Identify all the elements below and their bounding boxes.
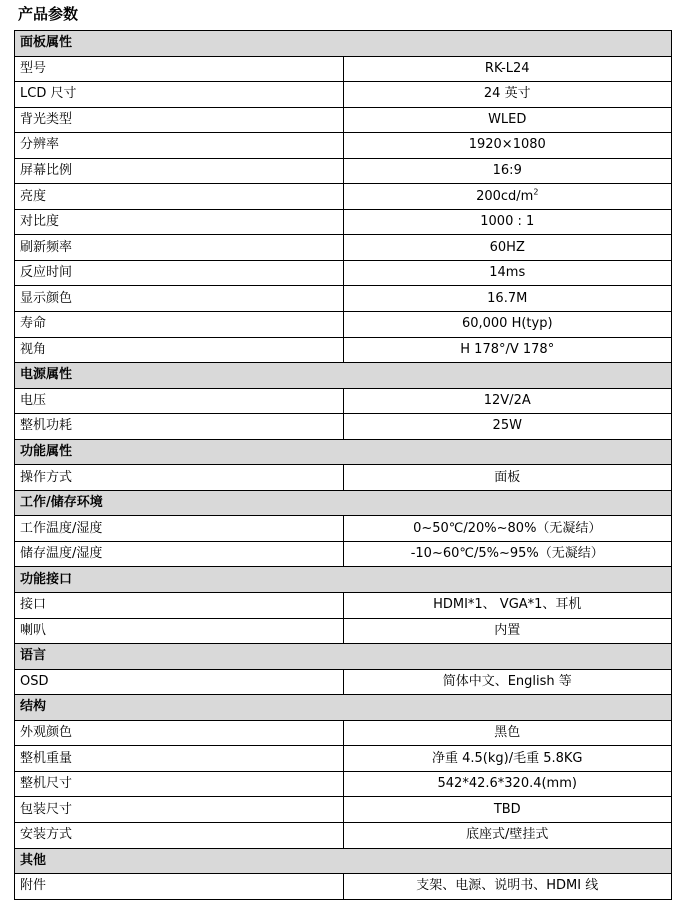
- spec-label: OSD: [15, 669, 344, 695]
- spec-label: 附件: [15, 874, 344, 900]
- spec-value-text: 净重 4.5(kg)/毛重 5.8KG: [431, 750, 583, 766]
- spec-value: [343, 107, 672, 133]
- section-header-row: [15, 848, 672, 874]
- table-row: [15, 184, 672, 210]
- section-title: 面板属性: [15, 31, 672, 57]
- spec-label: 屏幕比例: [15, 158, 344, 184]
- spec-value-text: 简体中文、English 等: [442, 673, 572, 689]
- spec-value-text: -10~60℃/5%~95%（无凝结）: [410, 546, 604, 562]
- spec-label: 视角: [15, 337, 344, 363]
- spec-value: [343, 337, 672, 363]
- table-row: [15, 312, 672, 338]
- spec-value-text: 12V/2A: [483, 392, 531, 408]
- spec-value-text: 60HZ: [489, 239, 525, 255]
- spec-value: [343, 312, 672, 338]
- page-title: 产品参数: [18, 5, 79, 23]
- spec-label: 储存温度/湿度: [15, 541, 344, 567]
- spec-label: LCD 尺寸: [15, 82, 344, 108]
- spec-value-text: 面板: [494, 469, 521, 485]
- spec-value-text: RK-L24: [484, 60, 530, 76]
- spec-value: [343, 82, 672, 108]
- table-row: [15, 209, 672, 235]
- spec-label: 接口: [15, 593, 344, 619]
- table-row: [15, 771, 672, 797]
- spec-value: [343, 669, 672, 695]
- spec-value-text: HDMI*1、 VGA*1、耳机: [433, 597, 582, 613]
- spec-value-text: 1000 : 1: [480, 214, 535, 230]
- spec-label: 操作方式: [15, 465, 344, 491]
- spec-label: 反应时间: [15, 260, 344, 286]
- section-title: 其他: [15, 848, 672, 874]
- spec-table-body: [15, 31, 672, 900]
- spec-value: [343, 414, 672, 440]
- spec-value: [343, 771, 672, 797]
- section-title: 电源属性: [15, 363, 672, 389]
- spec-value-text: 内置: [494, 622, 521, 638]
- spec-label: 整机功耗: [15, 414, 344, 440]
- section-title: 功能属性: [15, 439, 672, 465]
- spec-value: [343, 746, 672, 772]
- spec-value: [343, 235, 672, 261]
- spec-value-text: 支架、电源、说明书、HDMI 线: [416, 878, 599, 894]
- section-header-row: [15, 567, 672, 593]
- spec-value-text: 底座式/壁挂式: [466, 827, 549, 843]
- table-row: [15, 337, 672, 363]
- spec-value: [343, 388, 672, 414]
- spec-value-text: 25W: [492, 418, 522, 434]
- spec-label: 寿命: [15, 312, 344, 338]
- spec-value: [343, 618, 672, 644]
- table-row: [15, 593, 672, 619]
- section-title: 工作/储存环境: [15, 490, 672, 516]
- table-row: [15, 746, 672, 772]
- spec-label: 分辨率: [15, 133, 344, 159]
- spec-value: [343, 720, 672, 746]
- spec-label: 亮度: [15, 184, 344, 210]
- section-header-row: [15, 695, 672, 721]
- spec-value-text: 60,000 H(typ): [461, 316, 553, 332]
- spec-value: [343, 286, 672, 312]
- spec-label: 外观颜色: [15, 720, 344, 746]
- spec-value-text: 1920×1080: [468, 137, 546, 153]
- table-row: [15, 720, 672, 746]
- spec-value-text: 0~50℃/20%~80%（无凝结）: [413, 520, 602, 536]
- table-row: [15, 414, 672, 440]
- spec-value-text: 黑色: [494, 725, 521, 741]
- spec-label: 背光类型: [15, 107, 344, 133]
- section-title: 语言: [15, 644, 672, 670]
- spec-value-text: 200cd/m: [476, 188, 534, 204]
- spec-label: 显示颜色: [15, 286, 344, 312]
- spec-value-text: WLED: [488, 111, 527, 127]
- section-header-row: [15, 644, 672, 670]
- table-row: [15, 874, 672, 900]
- table-row: [15, 388, 672, 414]
- spec-label: 对比度: [15, 209, 344, 235]
- spec-value: [343, 158, 672, 184]
- spec-label: 电压: [15, 388, 344, 414]
- spec-table: [14, 30, 672, 900]
- table-row: [15, 618, 672, 644]
- spec-value-text: TBD: [493, 801, 521, 817]
- spec-label: 喇叭: [15, 618, 344, 644]
- section-header-row: [15, 31, 672, 57]
- spec-value: [343, 516, 672, 542]
- unit-superscript: 2: [533, 187, 539, 197]
- table-row: [15, 82, 672, 108]
- section-title: 结构: [15, 695, 672, 721]
- table-row: [15, 107, 672, 133]
- section-header-row: [15, 439, 672, 465]
- spec-value: [343, 184, 672, 210]
- spec-value-text: H 178°/V 178°: [460, 341, 555, 357]
- spec-label: 整机尺寸: [15, 771, 344, 797]
- spec-value: [343, 56, 672, 82]
- spec-label: 安装方式: [15, 822, 344, 848]
- table-row: [15, 797, 672, 823]
- spec-value: [343, 874, 672, 900]
- spec-value: [343, 260, 672, 286]
- spec-label: 工作温度/湿度: [15, 516, 344, 542]
- table-row: [15, 260, 672, 286]
- spec-value-text: 16:9: [492, 163, 522, 178]
- table-row: [15, 235, 672, 261]
- spec-label: 型号: [15, 56, 344, 82]
- section-title: 功能接口: [15, 567, 672, 593]
- table-row: [15, 465, 672, 491]
- spec-value: [343, 209, 672, 235]
- table-row: [15, 158, 672, 184]
- spec-value-text: 14ms: [489, 265, 526, 281]
- spec-value: [343, 541, 672, 567]
- spec-value-text: 542*42.6*320.4(mm): [437, 776, 577, 792]
- table-row: [15, 133, 672, 159]
- spec-value-text: 24 英寸: [483, 86, 531, 102]
- table-row: [15, 56, 672, 82]
- spec-label: 刷新频率: [15, 235, 344, 261]
- spec-value: [343, 822, 672, 848]
- spec-label: 整机重量: [15, 746, 344, 772]
- table-row: [15, 822, 672, 848]
- spec-value: [343, 593, 672, 619]
- section-header-row: [15, 490, 672, 516]
- section-header-row: [15, 363, 672, 389]
- spec-value: [343, 465, 672, 491]
- spec-value: [343, 133, 672, 159]
- table-row: [15, 286, 672, 312]
- table-row: [15, 541, 672, 567]
- table-row: [15, 669, 672, 695]
- spec-value-text: 16.7M: [487, 290, 528, 306]
- spec-value: [343, 797, 672, 823]
- table-row: [15, 516, 672, 542]
- spec-label: 包装尺寸: [15, 797, 344, 823]
